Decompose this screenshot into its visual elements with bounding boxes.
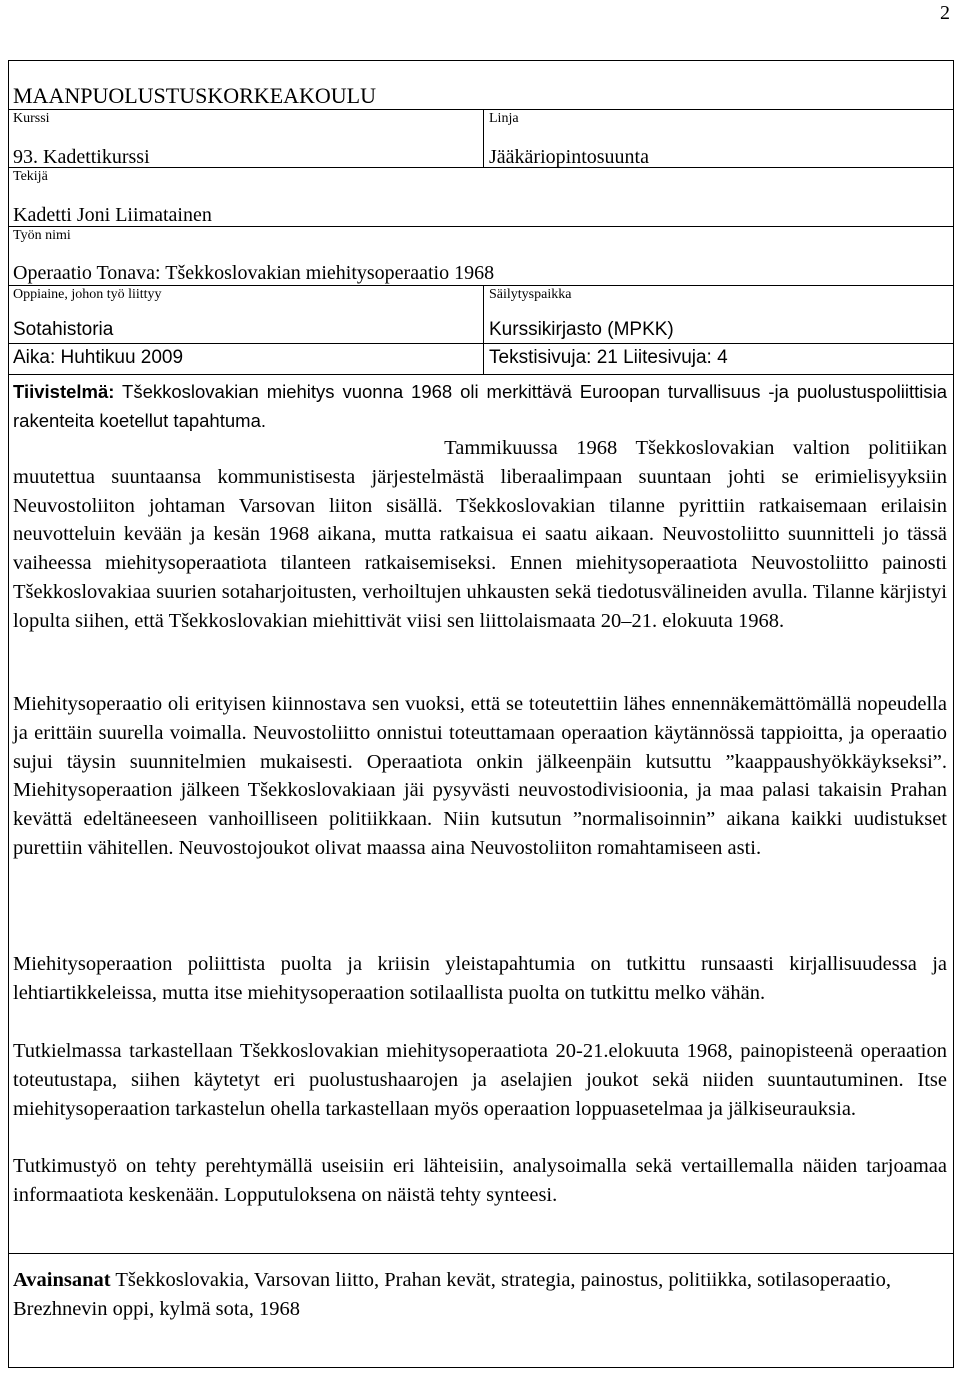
keywords: [13, 1266, 947, 1324]
track-label: Linja: [489, 111, 519, 126]
subject-label: Oppiaine, johon työ liittyy: [13, 287, 162, 302]
school-name: MAANPUOLUSTUSKORKEAKOULU: [13, 83, 377, 108]
page-number: 2: [940, 2, 950, 24]
abstract-paragraph-4: Tutkielmassa tarkastellaan Tšekkoslovakian miehitysoperaatiota 20-21.elokuuta 1968, painopisteenä operaation toteutustapa, siihen käytetyt eri puolustushaarojen ja aselajien joukot sekä niiden suuntautuminen. Itse miehitysoperaation tarkastelun ohella tarkastellaan myös operaation loppuasetelmaa ja jälkiseurauksia.: [13, 1040, 947, 1120]
course-value: 93. Kadettikurssi: [13, 146, 150, 168]
keywords-label: Avainsanat: [13, 1269, 111, 1291]
abstract-paragraph-1: [13, 434, 947, 636]
abstract-heading: Tiivistelmä:: [13, 381, 115, 402]
title-value: Operaatio Tonava: Tšekkoslovakian miehitysoperaatio 1968: [13, 262, 495, 284]
divider-subject-storage: [483, 285, 484, 374]
date-value: Aika: Huhtikuu 2009: [13, 347, 184, 368]
divider-course: [9, 109, 953, 110]
abstract-paragraph-2: Miehitysoperaatio oli erityisen kiinnostava sen vuoksi, että se toteutettiin lähes ennennäkemättömällä nopeudella ja erittäin suurella voimalla. Neuvostoliitto onnistui toteuttamaan operaation käytännössä tappioitta, ja operaatio sujui täysin suunnitelmien mukaisesti. Operaatiota onkin jälkeenpäin kutsuttu ”kaappaushyökkäykseksi”. Miehitysoperaation jälkeen Tšekkoslovakiaan jäi pysyvästi neuvostodivisioonia, ja maa palasi takaisin Prahan kevättä edeltäneeseen vanhoilliseen politiikkaan. Niin kutsutun ”normalisoinnin” aikana kaikki uudistukset purettiin vähitellen. Neuvostojoukot olivat maassa aina Neuvostoliiton romahtamiseen asti.: [13, 693, 947, 859]
divider-keywords: [9, 1253, 953, 1254]
divider-date: [9, 343, 953, 344]
track-value: Jääkäriopintosuunta: [489, 146, 649, 168]
course-label: Kurssi: [13, 111, 50, 126]
keywords-value: Tšekkoslovakia, Varsovan liitto, Prahan kevät, strategia, painostus, politiikka, sotilasoperaatio, Brezhnevin oppi, kylmä sota, 1968: [13, 1269, 891, 1320]
author-value: Kadetti Joni Liimatainen: [13, 204, 212, 226]
author-label: Tekijä: [13, 169, 48, 184]
divider-title: [9, 226, 953, 227]
storage-value: Kurssikirjasto (MPKK): [489, 319, 674, 340]
divider-abstract: [9, 374, 953, 375]
abstract-paragraph-3: Miehitysoperaation poliittista puolta ja kriisin yleistapahtumia on tutkittu runsaasti kirjallisuudessa ja lehtiartikkeleissa, mutta itse miehitysoperaation sotilaallista puolta on tutkittu melko vähän.: [13, 953, 947, 1004]
title-label: Työn nimi: [13, 228, 71, 243]
divider-author: [9, 167, 953, 168]
divider-subject: [9, 285, 953, 286]
divider-course-track: [483, 109, 484, 167]
abstract-intro: [13, 377, 947, 435]
abstract-paragraph-1-text: Tammikuussa 1968 Tšekkoslovakian valtion politiikan muutettua suuntaansa kommunistisesta järjestelmästä liberaalimpaan suuntaan johti se erimielisyyksiin Neuvostoliiton johtaman Varsovan liiton sisällä. Tšekkoslovakian tilanne pyrittiin ratkaisemaan erilaisin neuvotteluin kevään ja kesän 1968 aikana, mutta ratkaisua ei saatu aikaan. Neuvostoliitto suunnitteli jo tässä vaiheessa miehitysoperaatiota tilanteen ratkaisemiseksi. Ennen miehitysoperaatiota Neuvostoliitto painosti Tšekkoslovakiaa suurien sotaharjoitusten, verhoiltujen uhkausten sekä tiedotusvälineiden avulla. Tilanne kärjistyi lopulta siihen, että Tšekkoslovakian miehittivät viisi sen liittolaismaata 20–21. elokuuta 1968.: [13, 437, 947, 632]
subject-value: Sotahistoria: [13, 319, 114, 340]
abstract-intro-text: Tšekkoslovakian miehitys vuonna 1968 oli merkittävä Euroopan turvallisuus -ja puolustuspoliittisia rakenteita koetellut tapahtuma.: [13, 381, 947, 431]
abstract-paragraph-5: Tutkimustyö on tehty perehtymällä useisiin eri lähteisiin, analysoimalla sekä vertaillemalla näiden tarjoamaa informaatiota keskenään. Lopputuloksena on näistä tehty synteesi.: [13, 1155, 947, 1206]
pages-value: Tekstisivuja: 21 Liitesivuja: 4: [489, 347, 728, 368]
storage-label: Säilytyspaikka: [489, 287, 572, 302]
thesis-abstract-form: [8, 60, 954, 1368]
